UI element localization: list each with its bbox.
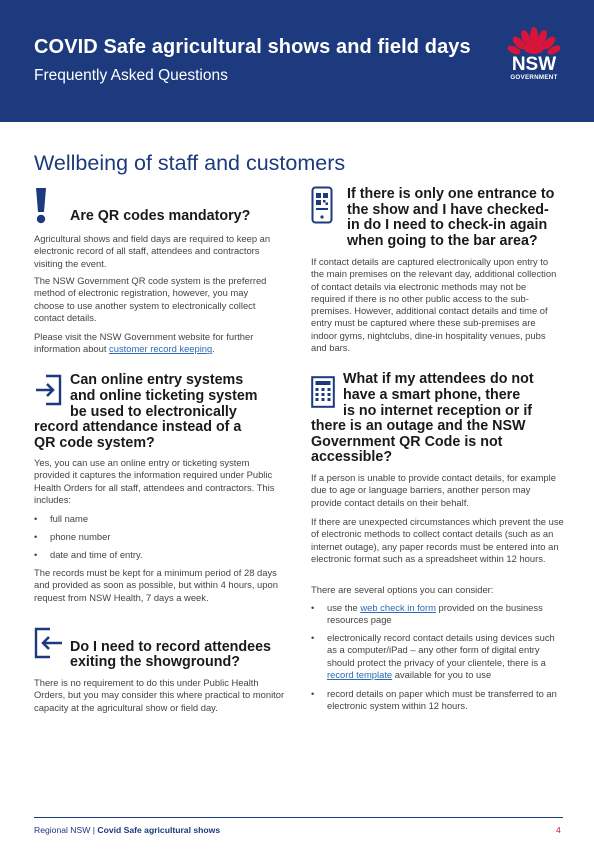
bullet-text: electronically record contact details using devices such as a computer/iPad – any other form of digital entry should protect the privacy of your clientele, there is a [327, 632, 555, 668]
sign-in-door-icon [34, 374, 62, 406]
question-online-entry-line-4: record attendance instead of a [34, 419, 242, 435]
question-qr-mandatory: Are QR codes mandatory? [70, 208, 251, 224]
question-no-smartphone-line-6: accessible? [311, 449, 393, 465]
page-number: 4 [556, 825, 561, 835]
qr-paragraph-3-text: Please visit the NSW Government website for further information about [34, 331, 254, 355]
qr-paragraph-1: Agricultural shows and field days are required to keep an electronic record of all staff, attendees and contractors visiting the event. [34, 233, 271, 269]
record-template-link[interactable]: record template [327, 668, 393, 680]
qr-paragraph-2: The NSW Government QR code system is the preferred method of electronic registration, however, you may choose to use another system to electronically collect contact details. [34, 275, 267, 323]
bullet-text-end: available for you to use [392, 668, 492, 680]
bullet-text: full name [50, 513, 89, 524]
no-smartphone-paragraph-2: If there are unexpected circumstances which prevent the use of electronic methods to collect contact details (such as an internet outage), any paper records must be entered into an electronic format such as a spreadsheet within 12 hours. [311, 516, 564, 564]
bullet-text: date and time of entry. [50, 549, 143, 560]
list-item: • full name [34, 513, 89, 524]
sign-out-door-icon [34, 627, 64, 659]
no-smartphone-paragraph-1: If a person is unable to provide contact details, for example due to age or language barriers, another person may provide contact details on their behalf. [311, 472, 556, 508]
section-title: Wellbeing of staff and customers [34, 151, 346, 175]
bullet-text: phone number [50, 531, 111, 542]
exclamation-icon [34, 188, 48, 224]
web-check-in-form-link[interactable]: web check in form [360, 602, 436, 613]
bullet-text: use the [327, 602, 361, 613]
bullet-text: record details on paper which must be transferred to an electronic system within 12 hours. [327, 688, 557, 712]
online-entry-paragraph-2: The records must be kept for a minimum period of 28 days and provided as soon as possible, but within 4 hours, upon request from NSW Health, 7 days a week. [34, 567, 278, 603]
phone-qr-code-icon [311, 186, 333, 224]
question-no-smartphone-line-1: What if my attendees do not [343, 371, 534, 387]
question-online-entry-line-2: and online ticketing system [70, 388, 258, 404]
footer-text [34, 825, 220, 835]
online-entry-paragraph-1: Yes, you can use an online entry or ticketing system provided it captures the information required under Public Health Orders for all staff, attendees and contractors. This includes: [34, 457, 275, 505]
qr-paragraph-3 [34, 331, 280, 356]
question-online-entry-line-5: QR code system? [34, 435, 155, 451]
document-subtitle: Frequently Asked Questions [34, 67, 228, 84]
customer-record-keeping-link[interactable]: customer record keeping [109, 343, 213, 355]
logo-government-text: GOVERNMENT [510, 74, 558, 81]
question-online-entry-line-3: be used to electronically [70, 404, 237, 420]
logo-nsw-text: NSW [511, 54, 557, 75]
question-no-smartphone-line-2: have a smart phone, there [343, 387, 521, 403]
page-header [0, 0, 594, 122]
question-online-entry-line-1: Can online entry systems [70, 372, 244, 388]
question-no-smartphone-line-4: there is an outage and the NSW [311, 418, 526, 434]
footer-divider [34, 817, 563, 818]
document-title: COVID Safe agricultural shows and field days [34, 36, 471, 58]
no-smartphone-paragraph-3: There are several options you can consider: [311, 584, 494, 595]
footer-org: Regional NSW [34, 825, 91, 835]
one-entrance-paragraph: If contact details are captured electronically upon entry to the main premises on the relevant day, additional collection of contact details via electronic methods may not be required if there is no other public access to the sub-premises. However, additional contact details and time of entry must be captured where these sub-premises are indoor gyms, nightclubs, dine-in hospitality venues, pubs and bars. [311, 256, 557, 354]
list-item: • use the web check in form provided on the business resources page [311, 602, 543, 626]
question-one-entrance-line-4: when going to the bar area? [347, 233, 538, 249]
question-one-entrance-line-3: in do I need to check-in again [347, 217, 548, 233]
list-item: • phone number [34, 531, 111, 542]
question-one-entrance-line-1: If there is only one entrance to [347, 186, 555, 202]
bullet-text-end: provided on the business resources page [327, 602, 543, 626]
footer-separator: | [90, 825, 98, 835]
list-item: • date and time of entry. [34, 549, 143, 560]
calculator-grid-icon [311, 376, 335, 408]
question-one-entrance-line-2: the show and I have checked- [347, 202, 549, 218]
list-item: • record details on paper which must be transferred to an electronic system within 12 hours. [311, 688, 557, 712]
list-item: • electronically record contact details using devices such as a computer/iPad – any other form of digital entry should protect the privacy of your clientele, there is a record template available for you to use [311, 632, 555, 680]
footer-doc-name: Covid Safe agricultural shows [97, 825, 221, 835]
exiting-paragraph: There is no requirement to do this under Public Health Orders, but you may consider this where practical to monitor capacity at the agricultural show or field day. [34, 677, 285, 713]
question-no-smartphone-line-3: is no internet reception or if [343, 403, 533, 419]
qr-paragraph-3-end: . [212, 343, 215, 355]
question-exiting-line-1: Do I need to record attendees [70, 639, 271, 655]
question-no-smartphone-line-5: Government QR Code is not [311, 434, 503, 450]
question-exiting-line-2: exiting the showground? [70, 654, 240, 670]
